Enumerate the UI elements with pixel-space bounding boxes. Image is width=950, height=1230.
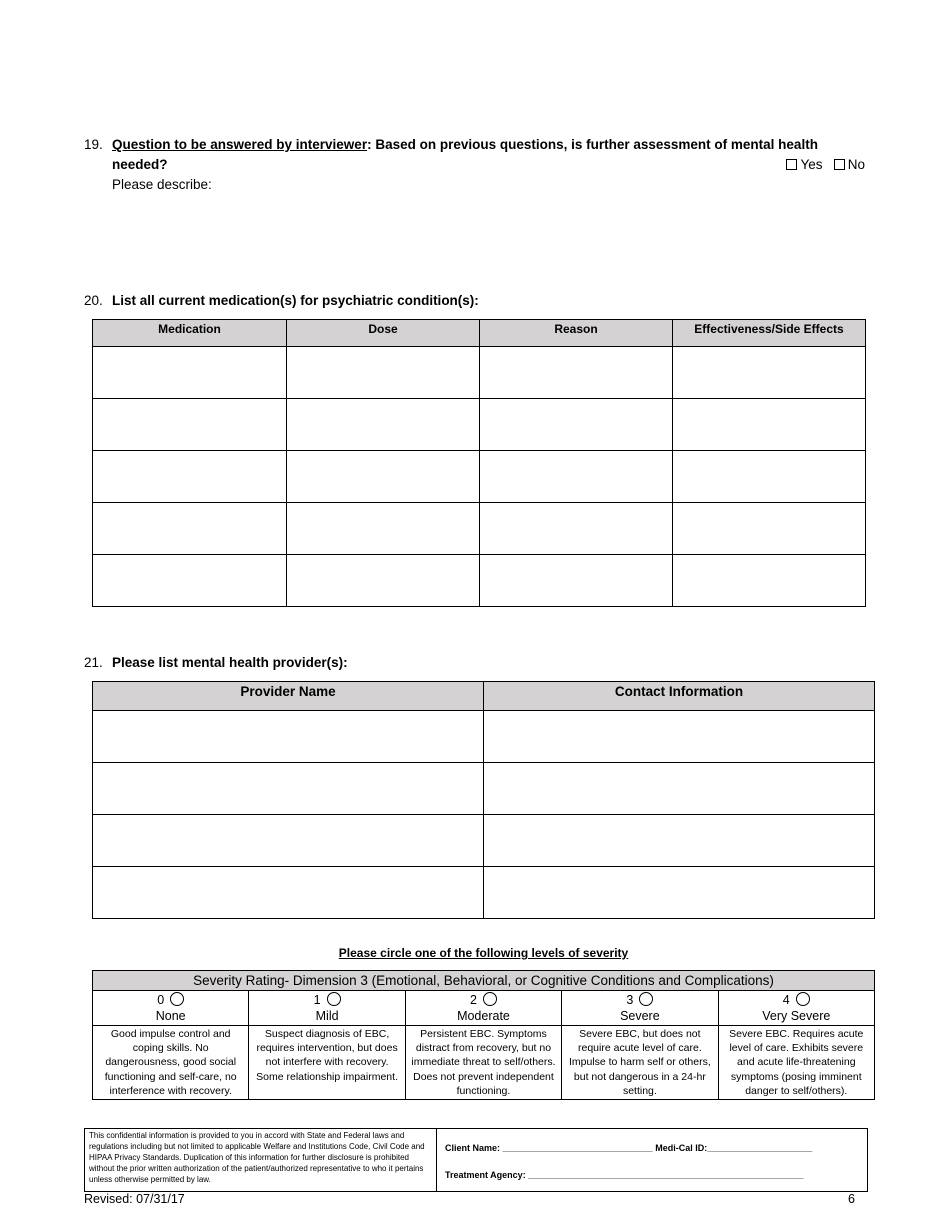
table-cell[interactable] bbox=[484, 815, 875, 867]
page-number: 6 bbox=[848, 1192, 855, 1206]
table-cell[interactable] bbox=[673, 451, 866, 503]
question-20 bbox=[84, 291, 869, 311]
table-cell[interactable] bbox=[673, 347, 866, 399]
column-header-effectiveness: Effectiveness/Side Effects bbox=[673, 320, 866, 347]
level-name: Mild bbox=[315, 1009, 339, 1023]
table-cell[interactable] bbox=[93, 711, 484, 763]
table-row bbox=[93, 347, 866, 399]
level-name: Moderate bbox=[457, 1009, 510, 1023]
column-header-medication: Medication bbox=[93, 320, 287, 347]
severity-level-3[interactable] bbox=[562, 991, 718, 1026]
question-21 bbox=[84, 653, 869, 673]
table-row bbox=[93, 867, 875, 919]
table-cell[interactable] bbox=[484, 763, 875, 815]
table-cell[interactable] bbox=[287, 503, 480, 555]
table-cell[interactable] bbox=[480, 451, 673, 503]
table-row bbox=[93, 711, 875, 763]
severity-level-2[interactable] bbox=[405, 991, 561, 1026]
client-name-field[interactable]: Client Name: ______________________________ bbox=[445, 1143, 653, 1153]
severity-descriptions-row bbox=[93, 1026, 875, 1100]
table-cell[interactable] bbox=[93, 555, 287, 607]
table-cell[interactable] bbox=[93, 815, 484, 867]
interviewer-label: Question to be answered by interviewer bbox=[112, 137, 368, 152]
level-number: 3 bbox=[626, 993, 634, 1007]
level-number: 2 bbox=[470, 993, 477, 1007]
table-header-row bbox=[93, 682, 875, 711]
table-row bbox=[93, 555, 866, 607]
table-cell[interactable] bbox=[480, 503, 673, 555]
level-description: Persistent EBC. Symptoms distract from recovery, but no immediate threat to self/others. Does not prevent independent functioning. bbox=[405, 1026, 561, 1100]
table-cell[interactable] bbox=[287, 399, 480, 451]
level-number: 1 bbox=[313, 993, 321, 1007]
level-circle[interactable] bbox=[796, 992, 810, 1006]
table-cell[interactable] bbox=[484, 867, 875, 919]
table-row bbox=[93, 503, 866, 555]
severity-header: Severity Rating- Dimension 3 (Emotional, Behavioral, or Cognitive Conditions and Complications) bbox=[93, 971, 875, 991]
table-cell[interactable] bbox=[673, 555, 866, 607]
severity-level-1[interactable] bbox=[249, 991, 405, 1026]
column-header-contact-information: Contact Information bbox=[484, 682, 875, 711]
yes-checkbox[interactable] bbox=[786, 159, 797, 170]
table-cell[interactable] bbox=[93, 451, 287, 503]
confidentiality-notice: This confidential information is provided to you in accord with State and Federal laws and regulations including but not limited to applicable Welfare and Institutions Code, Civil Code and HIPAA Privacy Standards. Duplication of this information for further disclosure is prohibited without the prior written authorization of the patient/authorized representative to who it pertains unless otherwise permitted by law. bbox=[85, 1129, 437, 1191]
level-circle[interactable] bbox=[639, 992, 653, 1006]
question-number: 19. bbox=[84, 137, 103, 152]
table-cell[interactable] bbox=[673, 503, 866, 555]
yes-no-options bbox=[786, 155, 865, 175]
question-title: List all current medication(s) for psychiatric condition(s): bbox=[112, 293, 479, 308]
client-info-fields bbox=[437, 1129, 867, 1191]
table-cell[interactable] bbox=[93, 503, 287, 555]
level-name: Very Severe bbox=[762, 1009, 831, 1023]
table-row bbox=[93, 451, 866, 503]
table-cell[interactable] bbox=[480, 399, 673, 451]
column-header-provider-name: Provider Name bbox=[93, 682, 484, 711]
table-row bbox=[93, 763, 875, 815]
level-name: None bbox=[155, 1009, 186, 1023]
medication-table bbox=[92, 319, 866, 607]
table-cell[interactable] bbox=[480, 555, 673, 607]
severity-table bbox=[92, 970, 875, 1100]
question-text: : Based on previous questions, is further assessment of mental health bbox=[367, 137, 818, 152]
level-circle[interactable] bbox=[170, 992, 184, 1006]
question-number: 21. bbox=[84, 655, 103, 670]
level-description: Severe EBC, but does not require acute level of care. Impulse to harm self or others, but not dangerous in a 24-hr setting. bbox=[562, 1026, 718, 1100]
provider-table bbox=[92, 681, 875, 919]
question-title: Please list mental health provider(s): bbox=[112, 655, 348, 670]
level-number: 0 bbox=[157, 993, 165, 1007]
level-name: Severe bbox=[620, 1009, 660, 1023]
severity-level-0[interactable] bbox=[93, 991, 249, 1026]
question-number: 20. bbox=[84, 293, 103, 308]
column-header-reason: Reason bbox=[480, 320, 673, 347]
table-cell[interactable] bbox=[93, 347, 287, 399]
level-description: Suspect diagnosis of EBC, requires intervention, but does not interfere with recovery. Some relationship impairment. bbox=[249, 1026, 405, 1100]
revised-date: Revised: 07/31/17 bbox=[84, 1192, 185, 1206]
table-header-row bbox=[93, 320, 866, 347]
severity-instruction: Please circle one of the following levels of severity bbox=[338, 946, 629, 960]
no-checkbox[interactable] bbox=[834, 159, 845, 170]
table-row bbox=[93, 399, 866, 451]
table-cell[interactable] bbox=[93, 399, 287, 451]
level-circle[interactable] bbox=[483, 992, 497, 1006]
table-cell[interactable] bbox=[287, 555, 480, 607]
level-circle[interactable] bbox=[327, 992, 341, 1006]
level-number: 4 bbox=[782, 993, 790, 1007]
footer-box bbox=[84, 1128, 868, 1192]
yes-option[interactable] bbox=[786, 157, 822, 172]
severity-header-row bbox=[93, 971, 875, 991]
table-cell[interactable] bbox=[484, 711, 875, 763]
no-option[interactable] bbox=[834, 157, 865, 172]
column-header-dose: Dose bbox=[287, 320, 480, 347]
question-text-continued: needed? bbox=[112, 157, 168, 172]
medi-cal-id-field[interactable]: Medi-Cal ID:_____________________ bbox=[655, 1143, 813, 1153]
table-row bbox=[93, 815, 875, 867]
describe-label: Please describe: bbox=[112, 177, 212, 192]
table-cell[interactable] bbox=[93, 867, 484, 919]
no-label: No bbox=[847, 157, 865, 172]
table-cell[interactable] bbox=[287, 451, 480, 503]
severity-levels-row bbox=[93, 991, 875, 1026]
table-cell[interactable] bbox=[480, 347, 673, 399]
yes-label: Yes bbox=[800, 157, 823, 172]
question-19 bbox=[84, 135, 869, 195]
table-cell[interactable] bbox=[673, 399, 866, 451]
table-cell[interactable] bbox=[287, 347, 480, 399]
level-description: Good impulse control and coping skills. No dangerousness, good social functioning and self-care, no interference with recovery. bbox=[93, 1026, 249, 1100]
severity-level-4[interactable] bbox=[718, 991, 874, 1026]
treatment-agency-field[interactable]: Treatment Agency: _______________________________________________________ bbox=[445, 1170, 804, 1180]
table-cell[interactable] bbox=[93, 763, 484, 815]
level-description: Severe EBC. Requires acute level of care. Exhibits severe and acute life-threatening symptoms (posing imminent danger to self/others). bbox=[718, 1026, 874, 1100]
